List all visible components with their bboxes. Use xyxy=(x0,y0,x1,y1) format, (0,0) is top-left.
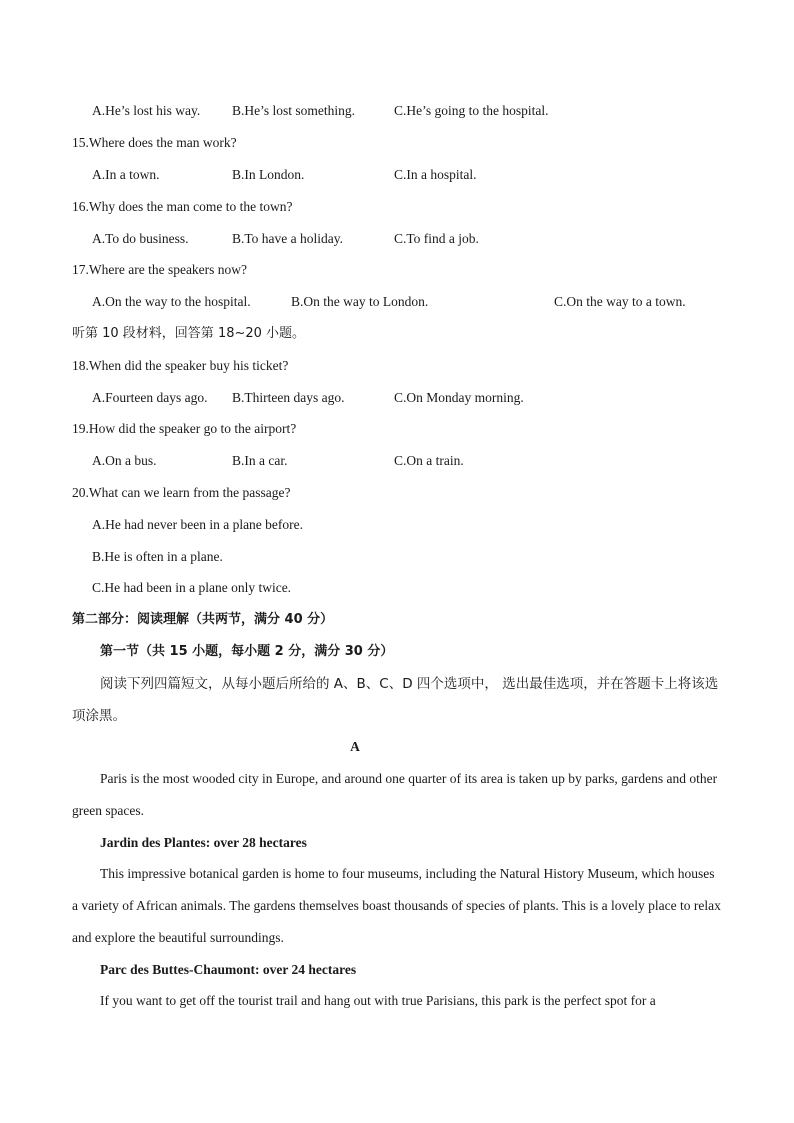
q19-question: 19.How did the speaker go to the airport? xyxy=(72,421,297,436)
q16-options xyxy=(92,230,772,248)
q18-option-c: C.On Monday morning. xyxy=(394,390,524,405)
q17-option-b: B.On the way to London. xyxy=(291,294,429,309)
q20-option-a: A.He had never been in a plane before. xyxy=(92,517,304,532)
passage-a-para-1: This impressive botanical garden is home to four museums, including the Natural History Museum, which houses a variety of African animals. The gardens themselves boast thousands of species of plants. This is a lovely place to relax and explore the beautiful surroundings. xyxy=(72,866,721,945)
q15-option-a: A.In a town. xyxy=(92,167,160,182)
q16-option-a: A.To do business. xyxy=(92,231,189,246)
q15-option-c: C.In a hospital. xyxy=(394,167,477,182)
q17-option-a: A.On the way to the hospital. xyxy=(92,294,251,309)
q20-question: 20.What can we learn from the passage? xyxy=(72,485,291,500)
q20-option-b: B.He is often in a plane. xyxy=(92,549,223,564)
q17-options xyxy=(92,293,772,311)
part2-section1-title: 第一节（共 15 小题，每小题 2 分，满分 30 分） xyxy=(100,644,394,659)
q14-options xyxy=(92,102,772,120)
q20-option-c: C.He had been in a plane only twice. xyxy=(92,580,292,595)
q17-question: 17.Where are the speakers now? xyxy=(72,262,248,277)
q15-question: 15.Where does the man work? xyxy=(72,135,237,150)
q16-option-b: B.To have a holiday. xyxy=(232,231,344,246)
passage-a-para-2: If you want to get off the tourist trail and hang out with true Parisians, this park is the perfect spot for a xyxy=(100,993,656,1008)
passage-a-label: A xyxy=(350,739,360,754)
q15-option-b: B.In London. xyxy=(232,167,305,182)
q17-option-c: C.On the way to a town. xyxy=(554,294,686,309)
q14-option-a: A.He’s lost his way. xyxy=(92,103,201,118)
part2-instruction: 阅读下列四篇短文，从每小题后所给的 A、B、C、D 四个选项中， 选出最佳选项，并在答题卡上将该选项涂黑。 xyxy=(72,676,719,724)
section-10-instruction: 听第 10 段材料，回答第 18~20 小题。 xyxy=(72,326,306,341)
q16-option-c: C.To find a job. xyxy=(394,231,479,246)
passage-a-heading-2: Parc des Buttes-Chaumont: over 24 hectares xyxy=(100,962,357,977)
q19-option-c: C.On a train. xyxy=(394,453,464,468)
q19-option-b: B.In a car. xyxy=(232,453,288,468)
q18-question: 18.When did the speaker buy his ticket? xyxy=(72,358,289,373)
q19-options xyxy=(92,452,772,470)
passage-a-heading-1: Jardin des Plantes: over 28 hectares xyxy=(100,835,307,850)
q16-question: 16.Why does the man come to the town? xyxy=(72,199,293,214)
passage-a-intro: Paris is the most wooded city in Europe, and around one quarter of its area is taken up by parks, gardens and other green spaces. xyxy=(72,771,718,818)
q18-options xyxy=(92,389,772,407)
q14-option-b: B.He’s lost something. xyxy=(232,103,356,118)
q18-option-a: A.Fourteen days ago. xyxy=(92,390,208,405)
q19-option-a: A.On a bus. xyxy=(92,453,157,468)
q14-option-c: C.He’s going to the hospital. xyxy=(394,103,549,118)
part2-title: 第二部分：阅读理解（共两节，满分 40 分） xyxy=(72,612,334,627)
q18-option-b: B.Thirteen days ago. xyxy=(232,390,345,405)
q15-options xyxy=(92,166,772,184)
